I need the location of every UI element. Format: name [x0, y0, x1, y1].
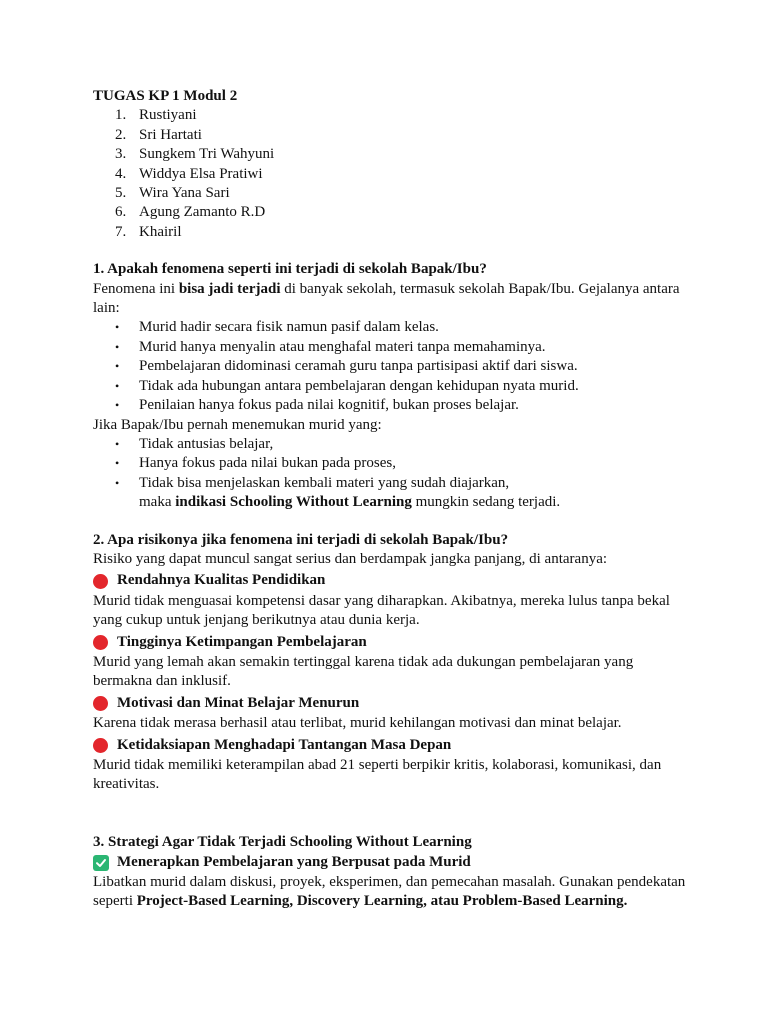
section-3: [93, 833, 693, 912]
risk-title-text: Motivasi dan Minat Belajar Menurun: [117, 694, 360, 711]
list-item: [93, 357, 693, 376]
risk-title-text: Ketidaksiapan Menghadapi Tantangan Masa Depan: [117, 736, 452, 753]
conclusion-emphasis: indikasi Schooling Without Learning: [175, 494, 412, 511]
section-1: [93, 260, 693, 512]
document-content: [93, 87, 693, 911]
list-item-text: Murid hadir secara fisik namun pasif dalam kelas.: [139, 319, 439, 336]
list-item-text: Tidak ada hubungan antara pembelajaran dengan kehidupan nyata murid.: [139, 377, 579, 394]
risk-description: Murid tidak memiliki keterampilan abad 21 seperti berpikir kritis, kolaborasi, komunikasi, dan kreativitas.: [93, 757, 662, 793]
risk-description: Murid tidak menguasai kompetensi dasar yang diharapkan. Akibatnya, mereka lulus tanpa bekal yang cukup untuk jenjang berikutnya atau dunia kerja.: [93, 592, 670, 629]
member-item: [93, 223, 693, 242]
document-title: TUGAS KP 1 Modul 2: [93, 88, 238, 104]
member-item: [93, 106, 693, 125]
risk-title: [93, 736, 693, 755]
risk-title-text: Rendahnya Kualitas Pendidikan: [117, 572, 326, 589]
symptom-list: [93, 318, 693, 415]
member-name: Rustiyani: [139, 107, 197, 124]
conclusion-text: [93, 493, 693, 512]
bullet-icon: •: [115, 475, 120, 490]
member-name: Khairil: [139, 223, 182, 240]
section-2: [93, 531, 693, 795]
red-circle-icon: [93, 738, 108, 753]
member-name: Sri Hartati: [139, 126, 202, 143]
member-item: [93, 203, 693, 222]
list-item-text: Pembelajaran didominasi ceramah guru tanpa partisipasi aktif dari siswa.: [139, 358, 578, 375]
risk-description: Murid yang lemah akan semakin tertinggal karena tidak ada dukungan pembelajaran yang bermakna dan inklusif.: [93, 653, 634, 690]
list-item: [93, 435, 693, 454]
if-text: Jika Bapak/Ibu pernah menemukan murid yang:: [93, 416, 382, 433]
list-item-text: Murid hanya menyalin atau menghafal materi tanpa memahaminya.: [139, 338, 546, 355]
risk-description: Karena tidak merasa berhasil atau terlibat, murid kehilangan motivasi dan minat belajar.: [93, 715, 622, 732]
member-name: Widdya Elsa Pratiwi: [139, 165, 263, 182]
list-item: [93, 396, 693, 415]
list-item: [93, 338, 693, 357]
list-number: 2.: [115, 126, 127, 143]
list-item: [93, 454, 693, 473]
bullet-icon: •: [115, 398, 120, 413]
member-name: Sungkem Tri Wahyuni: [139, 146, 275, 163]
red-circle-icon: [93, 696, 108, 711]
risk-title: [93, 571, 693, 590]
green-check-icon: [93, 855, 109, 871]
risk-title: [93, 633, 693, 652]
member-name: Agung Zamanto R.D: [139, 204, 266, 221]
red-circle-icon: [93, 635, 108, 650]
list-item-text: Hanya fokus pada nilai bukan pada proses,: [139, 455, 397, 472]
member-item: [93, 184, 693, 203]
section-1-intro: [93, 280, 693, 319]
list-number: 7.: [115, 223, 127, 240]
section-1-heading: 1. Apakah fenomena seperti ini terjadi di sekolah Bapak/Ibu?: [93, 261, 487, 278]
student-trait-list: [93, 435, 693, 493]
list-item: [93, 318, 693, 337]
strategy-emphasis: Project-Based Learning, Discovery Learning, atau Problem-Based Learning.: [136, 893, 628, 910]
list-number: 5.: [115, 185, 127, 202]
member-list: [93, 106, 693, 242]
strategy-text: Libatkan murid dalam diskusi, proyek, eksperimen, dan pemecahan masalah. Gunakan pendekatan seperti: [93, 873, 686, 910]
bullet-icon: •: [115, 436, 120, 451]
list-number: 3.: [115, 146, 127, 163]
risk-title-text: Tingginya Ketimpangan Pembelajaran: [117, 633, 367, 650]
strategy-title: [93, 853, 693, 872]
intro-emphasis: bisa jadi terjadi: [178, 280, 281, 297]
member-item: [93, 145, 693, 164]
bullet-icon: •: [115, 320, 120, 335]
list-number: 1.: [115, 107, 127, 124]
list-item-text: Penilaian hanya fokus pada nilai kognitif, bukan proses belajar.: [139, 397, 519, 414]
list-number: 6.: [115, 204, 127, 221]
bullet-icon: •: [115, 378, 120, 393]
strategy-title-text: Menerapkan Pembelajaran yang Berpusat pada Murid: [117, 854, 471, 871]
red-circle-icon: [93, 574, 108, 589]
list-item: [93, 474, 693, 493]
conclusion-suffix: mungkin sedang terjadi.: [411, 494, 561, 511]
member-item: [93, 165, 693, 184]
section-2-intro: Risiko yang dapat muncul sangat serius dan berdampak jangka panjang, di antaranya:: [93, 550, 608, 567]
section-3-heading: 3. Strategi Agar Tidak Terjadi Schooling Without Learning: [93, 833, 472, 850]
intro-text: di banyak sekolah, termasuk sekolah Bapak/Ibu. Gejalanya antara lain:: [93, 280, 680, 317]
bullet-icon: •: [115, 339, 120, 354]
list-item-text: Tidak antusias belajar,: [139, 435, 274, 452]
strategy-description: [93, 873, 693, 912]
list-number: 4.: [115, 165, 127, 182]
list-item-text: Tidak bisa menjelaskan kembali materi yang sudah diajarkan,: [139, 474, 510, 491]
section-2-heading: 2. Apa risikonya jika fenomena ini terjadi di sekolah Bapak/Ibu?: [93, 531, 509, 548]
bullet-icon: •: [115, 456, 120, 471]
risk-title: [93, 694, 693, 713]
member-item: [93, 126, 693, 145]
intro-text: Fenomena ini: [93, 280, 179, 297]
conclusion-prefix: maka: [139, 494, 176, 511]
member-name: Wira Yana Sari: [139, 185, 230, 202]
bullet-icon: •: [115, 359, 120, 374]
list-item: [93, 377, 693, 396]
